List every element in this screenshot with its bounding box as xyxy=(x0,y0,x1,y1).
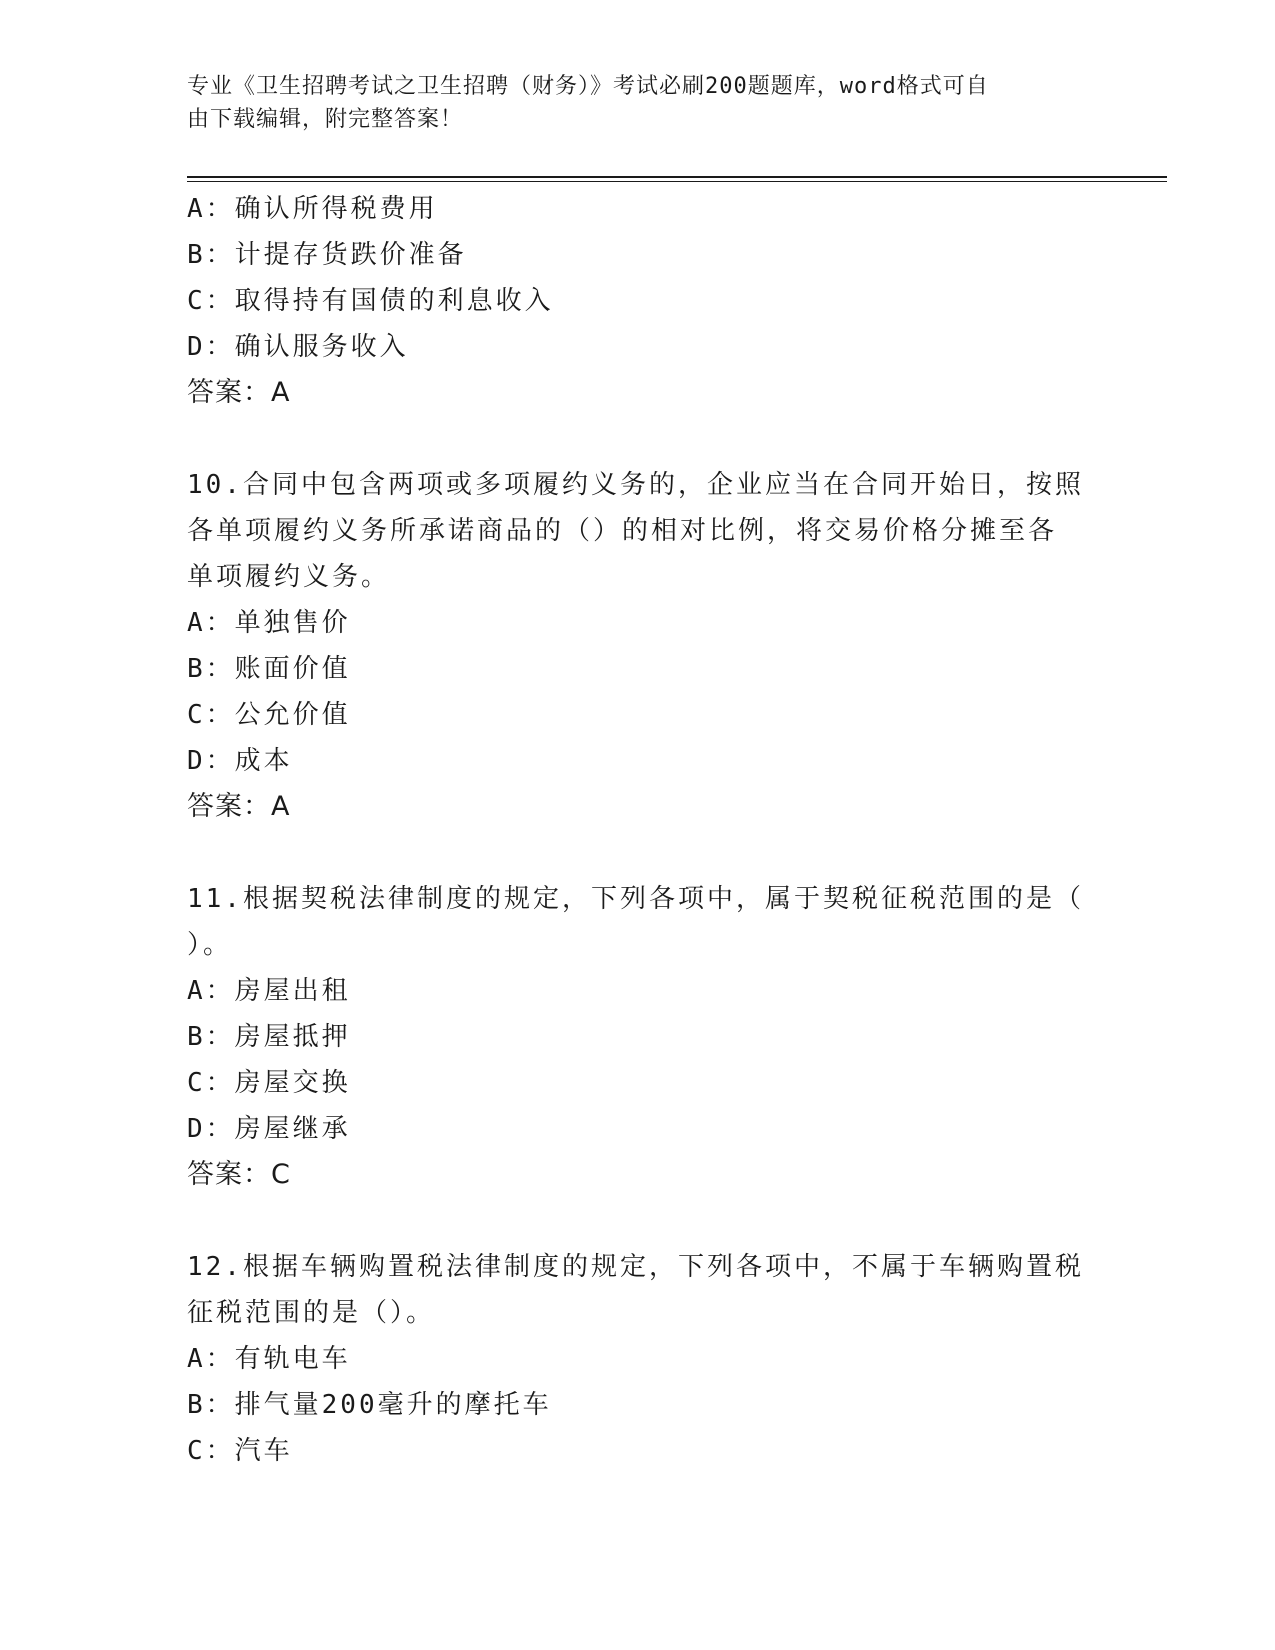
option-b: B：计提存货跌价准备 xyxy=(187,240,467,270)
option-d: D：成本 xyxy=(187,746,293,776)
question-stem-line: 10.合同中包含两项或多项履约义务的，企业应当在合同开始日，按照 xyxy=(187,470,1084,500)
option-c: C：取得持有国债的利息收入 xyxy=(187,286,554,316)
option-c: C：汽车 xyxy=(187,1436,293,1466)
option-b: B：排气量200毫升的摩托车 xyxy=(187,1390,552,1420)
question-stem-line: 单项履约义务。 xyxy=(187,562,391,592)
header-line-1: 专业《卫生招聘考试之卫生招聘（财务）》考试必刷200题题库，word格式可自 xyxy=(187,74,989,99)
option-d: D：房屋继承 xyxy=(187,1114,351,1144)
question-stem-line: 11.根据契税法律制度的规定，下列各项中，属于契税征税范围的是（ xyxy=(187,884,1084,914)
option-a: A：房屋出租 xyxy=(187,976,351,1006)
header-divider xyxy=(187,176,1167,182)
answer: 答案：C xyxy=(187,1159,291,1190)
document-header xyxy=(187,70,1187,136)
answer: 答案：A xyxy=(187,791,291,822)
question-12 xyxy=(187,1244,1187,1474)
option-a: A：确认所得税费用 xyxy=(187,194,438,224)
question-stem-line: 各单项履约义务所承诺商品的（）的相对比例，将交易价格分摊至各 xyxy=(187,516,1058,546)
question-10 xyxy=(187,462,1187,830)
option-c: C：房屋交换 xyxy=(187,1068,351,1098)
header-line-2: 由下载编辑，附完整答案！ xyxy=(187,107,464,132)
option-d: D：确认服务收入 xyxy=(187,332,409,362)
answer: 答案：A xyxy=(187,377,291,408)
document-page xyxy=(187,70,1187,1474)
question-9 xyxy=(187,186,1187,416)
question-stem-line: ）。 xyxy=(187,930,233,960)
question-stem-line: 征税范围的是（）。 xyxy=(187,1298,436,1328)
option-c: C：公允价值 xyxy=(187,700,351,730)
option-a: A：单独售价 xyxy=(187,608,351,638)
question-11 xyxy=(187,876,1187,1198)
option-a: A：有轨电车 xyxy=(187,1344,351,1374)
option-b: B：账面价值 xyxy=(187,654,351,684)
question-stem-line: 12.根据车辆购置税法律制度的规定，下列各项中，不属于车辆购置税 xyxy=(187,1252,1084,1282)
option-b: B：房屋抵押 xyxy=(187,1022,351,1052)
